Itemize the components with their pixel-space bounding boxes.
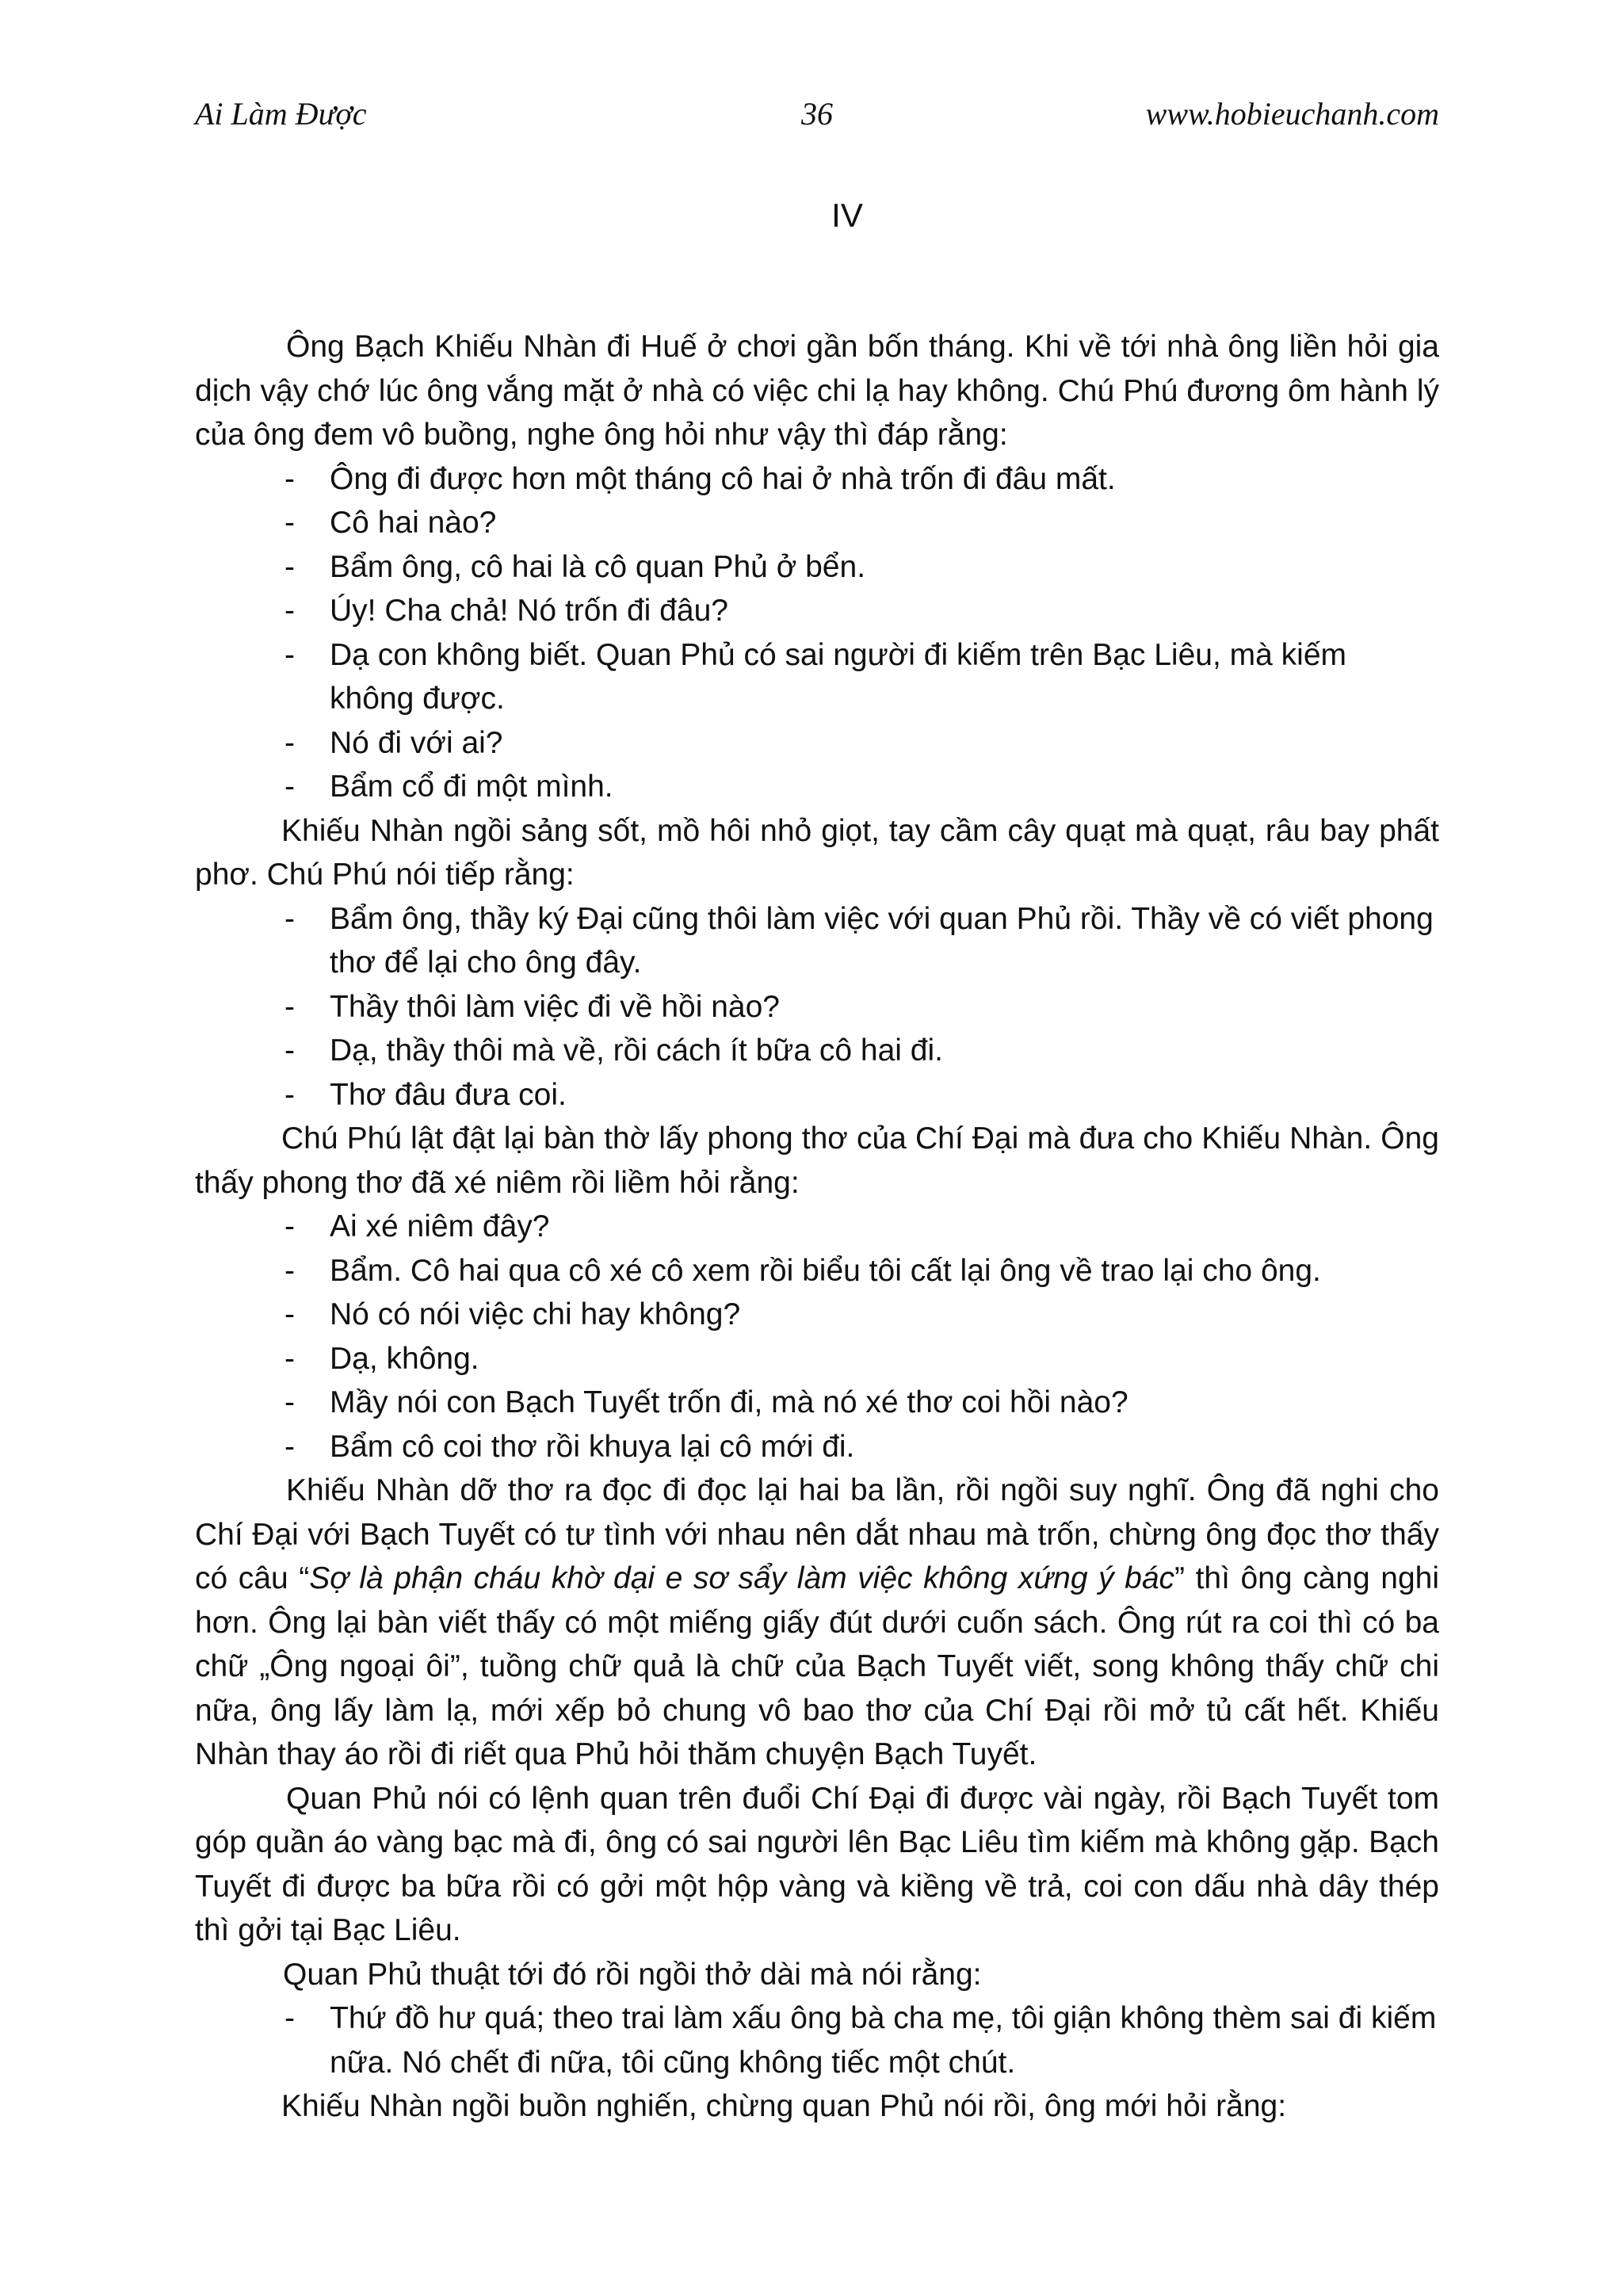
page-number: 36 — [801, 96, 833, 132]
dialog-block — [195, 457, 1439, 809]
dialog-line: - Mầy nói con Bạch Tuyết trốn đi, mà nó xé thơ coi hồi nào? — [285, 1385, 1128, 1419]
dialog-block — [195, 1996, 1439, 2084]
paragraph: Chú Phú lật đật lại bàn thờ lấy phong thơ của Chí Đại mà đưa cho Khiếu Nhàn. Ông thấy phong thơ đã xé niêm rồi liềm hỏi rằng: — [195, 1121, 1439, 1200]
dialog-block — [195, 897, 1439, 1117]
dialog-line: - Nó có nói việc chi hay không? — [285, 1297, 741, 1331]
page-body — [195, 325, 1439, 2129]
chapter-heading: IV — [831, 197, 863, 234]
dialog-line: - Thơ đâu đưa coi. — [285, 1077, 567, 1112]
dialog-line: - Bẩm. Cô hai qua cô xé cô xem rồi biểu tôi cất lại ông về trao lại cho ông. — [285, 1253, 1321, 1288]
paragraph: Khiếu Nhàn dỡ thơ ra đọc đi đọc lại hai ba lần, rồi ngồi suy nghĩ. Ông đã nghi cho Chí Đại với Bạch Tuyết có tư tình với nhau nên dắt nhau mà trốn, chừng ông đọc thơ thấy có câu “Sợ là phận cháu khờ dại e sơ sẩy làm việc không xứng ý bác” thì ông càng nghi hơn. Ông lại bàn viết thấy có một miếng giấy đút dưới cuốn sách. Ông rút ra coi thì có ba chữ „Ông ngoại ôi”, tuồng chữ quả là chữ của Bạch Tuyết viết, song không thấy chữ chi nữa, ông lấy làm lạ, mới xếp bỏ chung vô bao thơ của Chí Đại rồi mở tủ cất hết. Khiếu Nhàn thay áo rồi đi riết qua Phủ hỏi thăm chuyện Bạch Tuyết. — [195, 1473, 1439, 1771]
page-header — [195, 95, 1439, 143]
dialog-line: - Ai xé niêm đây? — [285, 1209, 550, 1244]
paragraph: Quan Phủ thuật tới đó rồi ngồi thở dài mà nói rằng: — [283, 1957, 982, 1992]
dialog-line: - Dạ, thầy thôi mà về, rồi cách ít bữa cô hai đi. — [285, 1033, 943, 1068]
dialog-line: - Nó đi với ai? — [285, 725, 503, 760]
website-url: www.hobieuchanh.com — [1145, 96, 1439, 132]
dialog-block — [195, 1205, 1439, 1469]
dialog-line: - Dạ, không. — [285, 1341, 479, 1376]
dialog-line: - Ông đi được hơn một tháng cô hai ở nhà trốn đi đâu mất. — [285, 461, 1116, 496]
paragraph: Ông Bạch Khiếu Nhàn đi Huế ở chơi gần bốn tháng. Khi về tới nhà ông liền hỏi gia dịch vậy chớ lúc ông vắng mặt ở nhà có việc chi lạ hay không. Chú Phú đương ôm hành lý của ông đem vô buồng, nghe ông hỏi như vậy thì đáp rằng: — [195, 330, 1439, 452]
paragraph: Khiếu Nhàn ngồi buồn nghiến, chừng quan Phủ nói rồi, ông mới hỏi rằng: — [281, 2089, 1287, 2123]
paragraph: Khiếu Nhàn ngồi sảng sốt, mồ hôi nhỏ giọt, tay cầm cây quạt mà quạt, râu bay phất phơ. Chú Phú nói tiếp rằng: — [195, 813, 1439, 892]
dialog-line: - Bẩm cô coi thơ rồi khuya lại cô mới đi. — [285, 1429, 855, 1464]
book-title: Ai Làm Được — [195, 96, 367, 132]
dialog-line: - Bẩm ông, cô hai là cô quan Phủ ở bển. — [285, 549, 866, 584]
paragraph: Quan Phủ nói có lệnh quan trên đuổi Chí Đại đi được vài ngày, rồi Bạch Tuyết tom góp quần áo vàng bạc mà đi, ông có sai người lên Bạc Liêu tìm kiếm mà không gặp. Bạch Tuyết đi được ba bữa rồi có gởi một hộp vàng và kiềng về trả, coi con dấu nhà dây thép thì gởi tại Bạc Liêu. — [195, 1781, 1439, 1947]
dialog-line: - Thứ đồ hư quá; theo trai làm xấu ông bà cha mẹ, tôi giận không thèm sai đi kiếm nữa. Nó chết đi nữa, tôi cũng không tiếc một chút. — [285, 2001, 1437, 2080]
dialog-line: - Thầy thôi làm việc đi về hồi nào? — [285, 989, 780, 1024]
dialog-line: - Dạ con không biết. Quan Phủ có sai người đi kiếm trên Bạc Liêu, mà kiếm không được. — [285, 637, 1347, 716]
dialog-line: - Úy! Cha chả! Nó trốn đi đâu? — [285, 594, 728, 628]
dialog-line: - Bẩm cổ đi một mình. — [285, 770, 613, 804]
letter-quote: Sợ là phận cháu khờ dại e sơ sẩy làm việc không xứng ý bác — [309, 1561, 1175, 1595]
dialog-line: - Bẩm ông, thầy ký Đại cũng thôi làm việc với quan Phủ rồi. Thầy về có viết phong thơ để lại cho ông đây. — [285, 901, 1434, 980]
dialog-line: - Cô hai nào? — [285, 506, 497, 540]
